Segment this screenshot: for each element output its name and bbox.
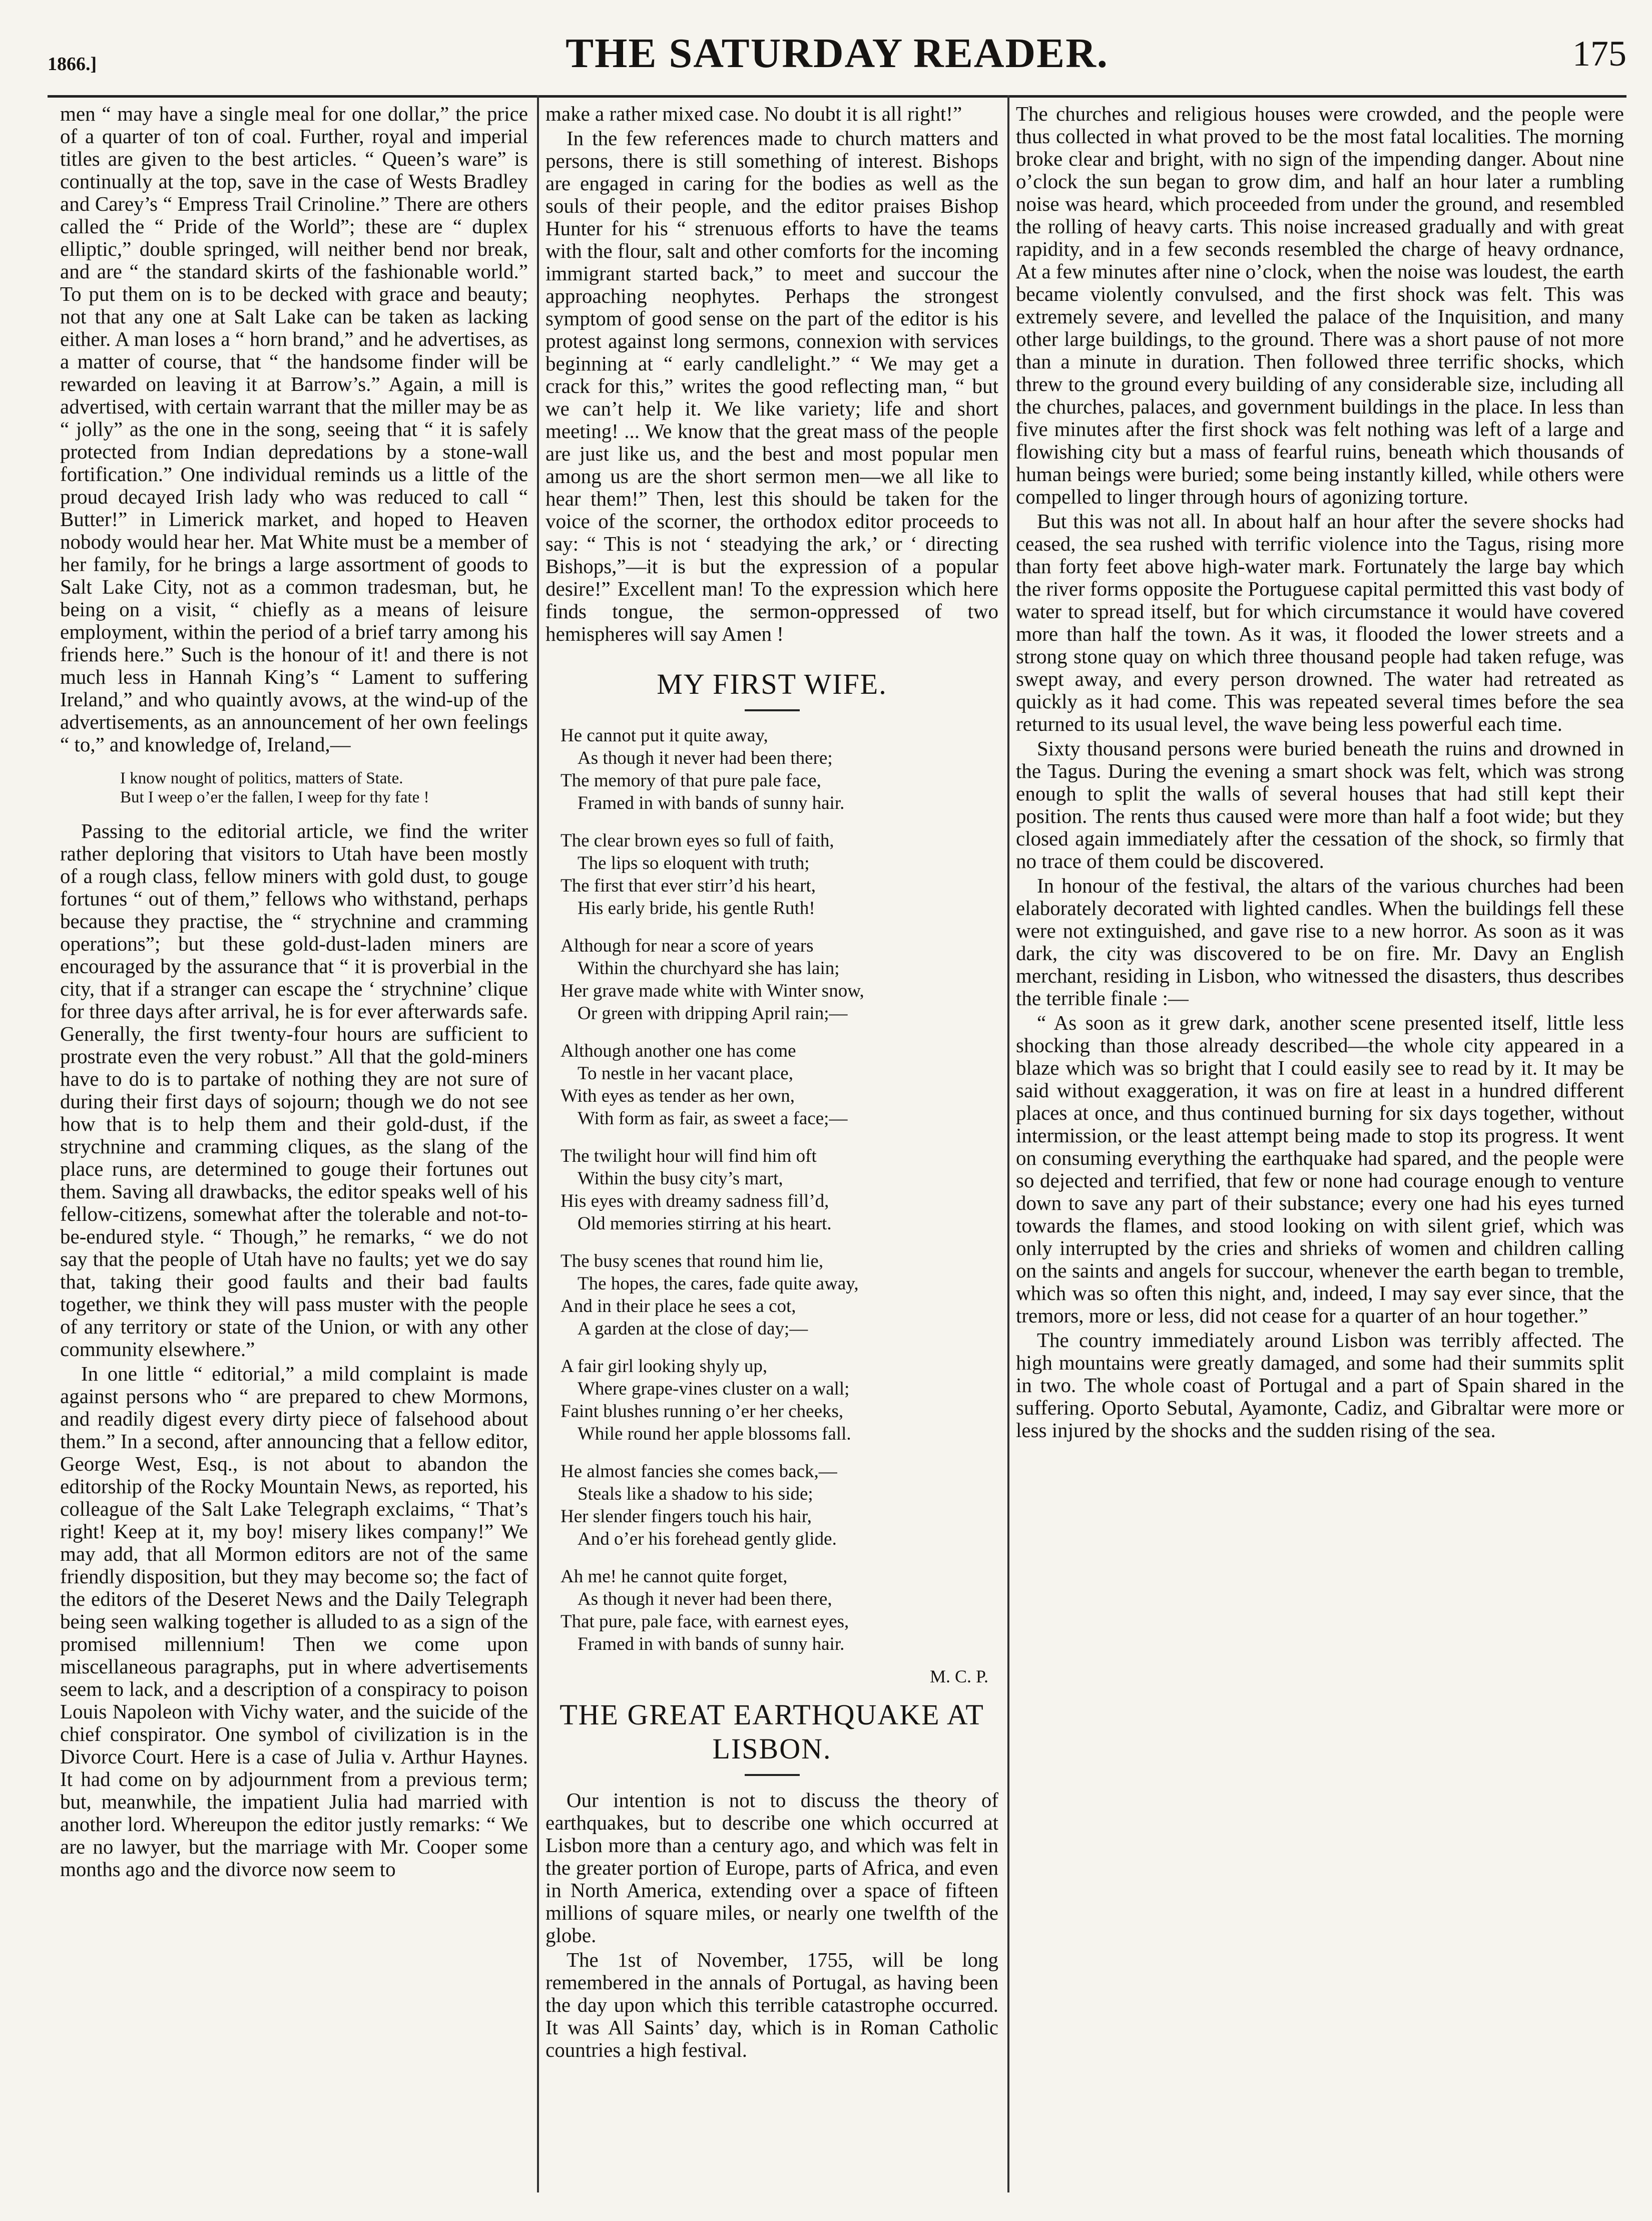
poem-line: The busy scenes that round him lie, (561, 1251, 824, 1271)
poem-line: The first that ever stirr’d his heart, (561, 875, 816, 896)
paragraph: Sixty thousand persons were buried beneath the ruins and drowned in the Tagus. During the evening a smart shock was felt, which was strong enough to split the walls of several houses that had still kept their position. The rents thus caused were more than half a foot wide; but they closed again immediately after the cessation of the shock, so firmly that no trace of them could be discovered. (1016, 737, 1624, 872)
column-3 (1016, 103, 1624, 1444)
poem-line: And o’er his forehead gently glide. (578, 1529, 837, 1549)
quote-line: But I weep o’er the fallen, I weep for thy fate ! (120, 788, 429, 806)
poem-line: That pure, pale face, with earnest eyes, (561, 1611, 849, 1632)
publication-title: THE SATURDAY READER. (566, 30, 1109, 77)
poem-line: With form as fair, as sweet a face;— (578, 1108, 848, 1129)
poem-line: Old memories stirring at his heart. (578, 1213, 832, 1234)
paragraph: In one little “ editorial,” a mild complaint is made against persons who “ are prepared to chew Mormons, and readily digest every dirty piece of falsehood about them.” In a second, after announcing that a fellow editor, George West, Esq., is not about to abandon the editorship of the Rocky Mountain News, as reported, his colleague of the Salt Lake Telegraph exclaims, “ That’s right! Keep at it, my boy! misery likes company!” We may add, that all Mormon editors are not of the same friendly disposition, but they may become so; the fact of the editors of the Deseret News and the Daily Telegraph being seen walking together is alluded to as a sign of the promised millennium! Then we come upon miscellaneous paragraphs, put in where advertisements seem to lack, and a description of a conspiracy to poison Louis Napoleon with Vichy water, and the suicide of the chief conspirator. One symbol of civilization is in the Divorce Court. Here is a case of Julia v. Arthur Haynes. It had come on by adjournment from a previous term; but, meanwhile, the impatient Julia had married with another lord. Whereupon the editor justly remarks: “ We are no lawyer, but the marriage with Mr. Cooper some months ago and the divorce now seem to (60, 1362, 528, 1881)
poem-line: As though it never had been there, (578, 1589, 832, 1609)
poem-line: Ah me! he cannot quite forget, (561, 1566, 788, 1587)
poem-stanza (561, 1040, 998, 1130)
poem-stanza (561, 1460, 998, 1550)
poem-line: The memory of that pure pale face, (561, 770, 821, 791)
column-1 (60, 103, 528, 1883)
poem-line: Within the churchyard she has lain; (578, 958, 840, 979)
poem-line: Where grape-vines cluster on a wall; (578, 1379, 850, 1399)
poem-stanza (561, 1355, 998, 1445)
poem-stanza (561, 935, 998, 1025)
poem-line: And in their place he sees a cot, (561, 1296, 796, 1316)
poem (545, 724, 998, 1655)
quote-line: I know nought of politics, matters of State. (120, 769, 403, 787)
title-rule (745, 709, 800, 711)
poem-signature: M. C. P. (929, 1666, 988, 1686)
poem-stanza (561, 1250, 998, 1340)
poem-title: MY FIRST WIFE. (657, 668, 887, 700)
poem-line: Faint blushes running o’er her cheeks, (561, 1401, 844, 1422)
header-rule (48, 95, 1626, 98)
paragraph: men “ may have a single meal for one dollar,” the price of a quarter of ton of coal. Further, royal and imperial titles are given to the best articles. “ Queen’s ware” is continually at the top, save in the case of Wests Bradley and Carey’s “ Empress Trail Crinoline.” There are others called the “ Pride of the World”; these are “ duplex elliptic,” double springed, will neither bend nor break, and are “ the standard skirts of the fashionable world.” To put them on is to be decked with grace and beauty; not that any one at Salt Lake can be taken as lacking either. A man loses a “ horn brand,” and he advertises, as a matter of course, that “ the handsome finder will be rewarded on leaving it at Barrow’s.” Again, a mill is advertised, with certain warrant that the miller may be as “ jolly” as the one in the song, seeing that “ it is safely protected from Indian depredations by a stone-wall fortification.” One individual reminds us a little of the proud decayed Irish lady who was reduced to call “ Butter!” in Limerick market, and hoped to Heaven nobody would hear her. Mat White must be a member of her family, for he brings a large assortment of goods to Salt Lake City, not as a common tradesman, but, he being on a visit, “ chiefly as a means of leisure employment, within the period of a brief tarry among his friends here.” Such is the honour of it! and there is not much less in Hannah King’s “ Lament to suffering Ireland,” and who quaintly avows, at the wind-up of the advertisements, as an announcement of her own feelings “ to,” and knowledge of, Ireland,— (60, 102, 528, 756)
column-2 (545, 103, 998, 2063)
paragraph: The 1st of November, 1755, will be long remembered in the annals of Portugal, as having been the day upon which this terrible catastrophe occurred. It was All Saints’ day, which is in Roman Catholic countries a high festival. (545, 1948, 998, 2061)
poem-line: As though it never had been there; (578, 748, 833, 768)
poem-line: Her slender fingers touch his hair, (561, 1506, 812, 1527)
poem-line: While round her apple blossoms fall. (578, 1424, 851, 1444)
paragraph: The country immediately around Lisbon was terribly affected. The high mountains were greatly damaged, and some had their summits split in two. The whole coast of Portugal and a part of Spain shared in the suffering. Oporto Sebutal, Ayamonte, Cadiz, and Gibraltar were more or less injured by the shocks and the sudden rising of the sea. (1016, 1328, 1624, 1442)
poem-line: Although another one has come (561, 1041, 796, 1061)
poem-stanza (561, 1565, 998, 1655)
paragraph: In honour of the festival, the altars of the various churches had been elaborately decorated with lighted candles. When the buildings fell these were not extinguished, and gave rise to a new horror. As soon as it was dark, the city was discovered to be on fire. Mr. Davy an English merchant, residing in Lisbon, who witnessed the disasters, thus describes the terrible finale :— (1016, 874, 1624, 1010)
paragraph: But this was not all. In about half an hour after the severe shocks had ceased, the sea rushed with terrific violence into the Tagus, rising more than forty feet above high-water mark. Fortunately the large bay which the river forms opposite the Portuguese capital permitted this vast body of water to spread itself, but for which circumstance it would have covered more than half the town. As it was, it flooded the lower streets and a strong stone quay on which three thousand people had taken refuge, was swept away, and every person drowned. The water had retreated as quickly as it had come. This was repeated several times before the sea returned to its usual level, the wave being less powerful each time. (1016, 510, 1624, 735)
poem-line: Although for near a score of years (561, 936, 814, 956)
poem-line: To nestle in her vacant place, (578, 1063, 793, 1084)
poem-stanza (561, 724, 998, 814)
paragraph: make a rather mixed case. No doubt it is all right!” (545, 102, 962, 125)
poem-line: Her grave made white with Winter snow, (561, 981, 864, 1001)
issue-year: 1866.] (48, 54, 97, 75)
poem-line: His eyes with dreamy sadness fill’d, (561, 1191, 829, 1211)
poem-line: Within the busy city’s mart, (578, 1168, 783, 1189)
column-divider (1007, 95, 1009, 2192)
poem-line: With eyes as tender as her own, (561, 1086, 795, 1106)
poem-line: He almost fancies she comes back,— (561, 1461, 837, 1482)
poem-line: A fair girl looking shyly up, (561, 1356, 768, 1377)
poem-line: The clear brown eyes so full of faith, (561, 830, 834, 851)
poem-line: Framed in with bands of sunny hair. (578, 1634, 845, 1654)
poem-line: He cannot put it quite away, (561, 725, 768, 746)
paragraph: Our intention is not to discuss the theory of earthquakes, but to describe one which occurred at Lisbon more than a century ago, and which was felt in the greater portion of Europe, parts of Africa, and even in North America, extending over a space of fifteen millions of square miles, or nearly one twelfth of the globe. (545, 1789, 998, 1947)
title-rule (745, 1774, 800, 1776)
column-divider (537, 95, 539, 2192)
page-number: 175 (1572, 34, 1626, 74)
poem-line: Or green with dripping April rain;— (578, 1003, 848, 1024)
poem-line: The twilight hour will find him oft (561, 1146, 817, 1166)
paragraph: The churches and religious houses were crowded, and the people were thus collected in what proved to be the most fatal localities. The morning broke clear and bright, with no sign of the impending danger. About nine o’clock the sun began to grow dim, and half an hour later a rumbling noise was heard, which proceeded from under the ground, and resembled the rolling of heavy carts. This noise increased gradually and with great rapidity, and in a few seconds resembled the charge of heavy ordnance, At a few minutes after nine o’clock, when the noise was loudest, the earth became violently convulsed, and the first shock was felt. This was extremely severe, and levelled the palace of the Inquisition, and many other large buildings, to the ground. There was a short pause of not more than a minute in duration. Then followed three terrific shocks, which threw to the ground every building of any considerable size, including all the churches, palaces, and government buildings in the place. In less than five minutes after the first shock was felt nothing was left of a large and flowishing city but a mass of fearful ruins, beneath which thousands of human beings were buried; some being instantly killed, while others were compelled to linger through hours of agonizing torture. (1016, 102, 1624, 508)
poem-line: Framed in with bands of sunny hair. (578, 793, 845, 813)
paragraph: “ As soon as it grew dark, another scene presented itself, little less shocking than those already described—the whole city appeared in a blaze which was so bright that I could easily see to read by it. It may be said without exaggeration, it was on fire at least in a hundred different places at once, and thus continued burning for six days together, without intermission, or the least attempt being made to stop its progress. It went on consuming everything the earthquake had spared, and the people were so dejected and terrified, that few or none had courage enough to venture down to save any part of their substance; every one had his eyes turned towards the flames, and stood looking on with silent grief, which was only interrupted by the cries and shrieks of women and children calling on the saints and angels for succour, whenever the earth began to tremble, which was so often this night, and, indeed, I may say ever since, that the tremors, more or less, did not cease for a quarter of an hour together.” (1016, 1011, 1624, 1327)
verse-quote (60, 769, 528, 807)
paragraph: Passing to the editorial article, we find the writer rather deploring that visitors to Utah have been mostly of a rough class, fellow miners with gold dust, to gouge fortunes “ out of them,” fellows who withstand, perhaps because they practise, the “ strychnine and cramming operations”; but these gold-dust-laden miners are encouraged by the assurance that “ it is proverbial in the city, that if a stranger can escape the ‘ strychnine’ clique for three days after arrival, he is for ever afterwards safe. Generally, the first twenty-four hours are sufficient to prostrate even the very robust.” All that the gold-miners have to do is to partake of nothing they are not sure of during their first days of sojourn; though we do not see how that is to help them and their gold-dust, if the strychnine and cramming cliques, as the slang of the place runs, are determined to gouge their fortunes out them. Saving all drawbacks, the editor speaks well of his fellow-citizens, somewhat after the tolerable and not-to-be-endured style. “ Though,” he remarks, “ we do not say that the people of Utah have no faults; yet we do say that, taking their good faults and their bad faults together, we think they will pass muster with the people of any territory or state of the Union, or with any other community elsewhere.” (60, 819, 528, 1361)
poem-line: His early bride, his gentle Ruth! (578, 898, 815, 919)
page-header (48, 29, 1626, 84)
poem-line: The hopes, the cares, fade quite away, (578, 1273, 859, 1294)
poem-stanza (561, 1145, 998, 1235)
article-title: THE GREAT EARTHQUAKE AT LISBON. (560, 1698, 984, 1765)
poem-line: Steals like a shadow to his side; (578, 1484, 813, 1504)
poem-line: The lips so eloquent with truth; (578, 853, 810, 873)
poem-line: A garden at the close of day;— (578, 1318, 808, 1339)
poem-stanza (561, 829, 998, 920)
paragraph: In the few references made to church matters and persons, there is still something of interest. Bishops are engaged in caring for the bodies as well as the souls of their people, and the editor praises Bishop Hunter for his “ strenuous efforts to have the teams with the flour, salt and other comforts for the incoming immigrant started back,” to meet and succour the approaching neophytes. Perhaps the strongest symptom of good sense on the part of the editor is his protest against long sermons, connexion with services beginning at “ early candlelight.” “ We may get a crack for this,” writes the good reflecting man, “ but we can’t help it. We like variety; life and short meeting! ... We know that the great mass of the people are just like us, and the best and most popular men among us are the short sermon men—we all like to hear them!” Then, lest this should be taken for the voice of the scorner, the orthodox editor proceeds to say: “ This is not ‘ steadying the ark,’ or ‘ directing Bishops,”—it is but the expression of a popular desire!” Excellent man! To the expression which here finds tongue, the sermon-oppressed of two hemispheres will say Amen ! (545, 127, 998, 645)
